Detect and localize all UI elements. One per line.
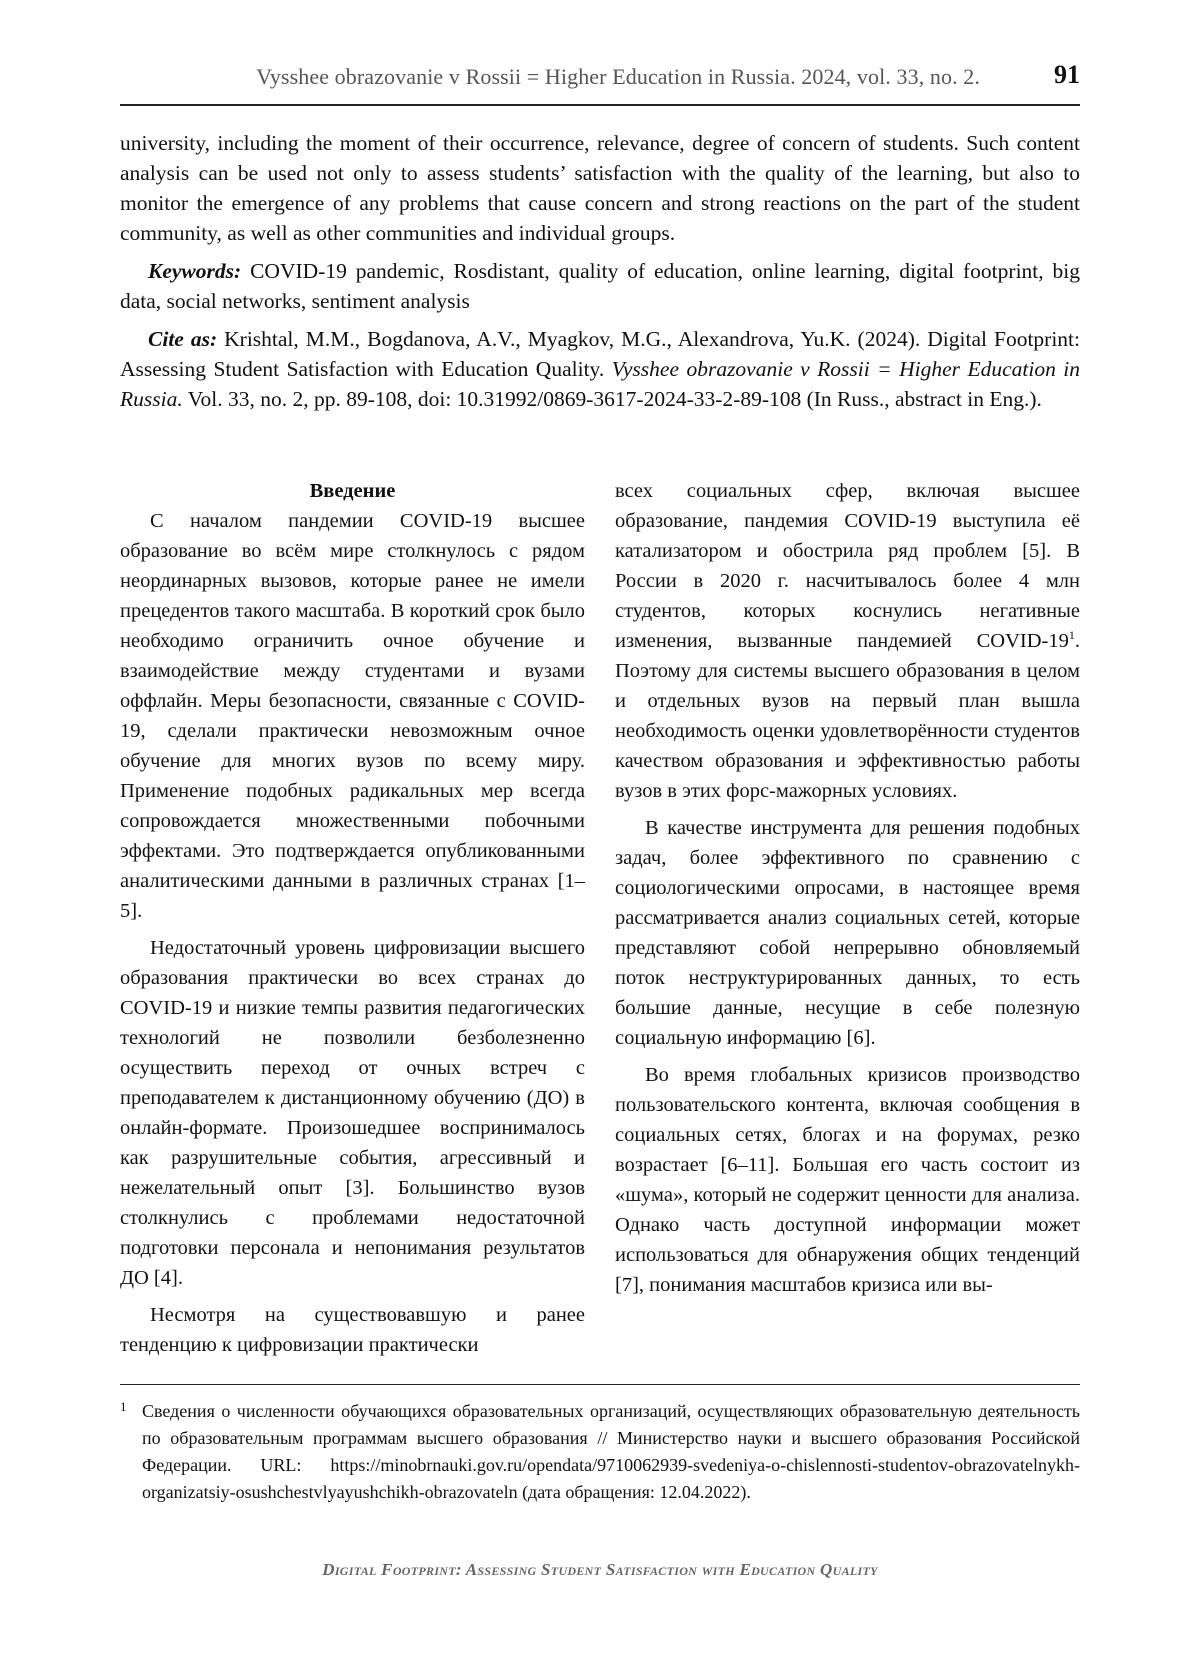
paragraph: Несмотря на существовавшую и ранее тенденцию к цифровизации практически	[120, 1304, 585, 1356]
footnote-mark: 1	[120, 1399, 127, 1414]
citation	[120, 324, 1080, 414]
paragraph-text: . Поэтому для системы высшего образования в целом и отдельных вузов на первый план вышла необходимость оценки удовлетворённости студентов качеством образования и эффективностью работы вузов в этих форс-мажорных условиях.	[615, 630, 1080, 802]
running-footer: Digital Footprint: Assessing Student Satisfaction with Education Quality	[322, 1560, 878, 1579]
abstract-tail: university, including the moment of their occurrence, relevance, degree of concern of students. Such content analysis can be used not only to assess students’ satisfaction with the quality of the learning, but also to monitor the emergence of any problems that cause concern and strong reactions on the part of the student community, as well as other communities and individual groups.	[120, 131, 1080, 245]
right-column	[615, 476, 1080, 1367]
paragraph: С началом пандемии COVID-19 высшее образование во всём мире столкнулось с рядом неординарных вызовов, которые ранее не имели прецедентов такого масштаба. В короткий срок было необходимо ограничить очное обучение и взаимодействие между студентами и вузами оффлайн. Меры безопасности, связанные с COVID-19, сделали практически невозможным очное обучение для многих вузов по всему миру. Применение подобных радикальных мер всегда сопровождается множественными побочными эффектами. Это подтверждается опубликованными аналитическими данными в различных странах [1–5].	[120, 510, 585, 922]
cite-journal: Vysshee obrazovanie v Rossii = Higher Education in Russia.	[120, 357, 1081, 411]
cite-authors: Krishtal, M.M., Bogdanova, A.V., Myagkov, M.G., Alexandrova, Yu.K. (2024). Digital Footprint: Assessing Student Satisfaction with Education Quality.	[120, 327, 1080, 381]
paragraph: Во время глобальных кризисов производство пользовательского контента, включая сообщения в социальных сетях, блогах и на форумах, резко возрастает [6–11]. Большая его часть состоит из «шума», который не содержит ценности для анализа. Однако часть доступной информации может использоваться для обнаружения общих тенденций [7], понимания масштабов кризиса или вы-	[615, 1064, 1080, 1296]
footnote-divider	[120, 1384, 1080, 1385]
abstract-section	[120, 128, 1080, 422]
paragraph: В качестве инструмента для решения подобных задач, более эффективного по сравнению с социологическими опросами, в настоящее время рассматривается анализ социальных сетей, которые представляют собой непрерывно обновляемый поток неструктурированных данных, то есть большие данные, несущие в себе полезную социальную информацию [6].	[615, 817, 1080, 1049]
paragraph: Недостаточный уровень цифровизации высшего образования практически во всех странах до COVID-19 и низкие темпы развития педагогических технологий не позволили безболезненно осуществить переход от очных встреч с преподавателем к дистанционному обучению (ДО) в онлайн-формате. Произошедшее воспринималось как разрушительные события, агрессивный и нежелательный опыт [3]. Большинство вузов столкнулись с проблемами недостаточной подготовки персонала и непонимания результатов ДО [4].	[120, 937, 585, 1289]
paragraph	[615, 476, 1080, 806]
footnote-ref[interactable]: 1	[1068, 628, 1075, 643]
left-column	[120, 476, 585, 1367]
journal-title: Vysshee obrazovanie v Rossii = Higher Education in Russia. 2024, vol. 33, no. 2.	[256, 64, 980, 89]
paragraph-text: всех социальных сфер, включая высшее образование, пандемия COVID-19 выступила её катализатором и обострила ряд проблем [5]. В России в 2020 г. насчитывалось более 4 млн студентов, которых коснулись негативные изменения, вызванные пандемией COVID-19	[615, 480, 1080, 652]
running-header	[120, 60, 1080, 106]
section-title: Введение	[309, 480, 396, 502]
keywords-text: COVID-19 pandemic, Rosdistant, quality of education, online learning, digital footprint, big data, social networks, sentiment analysis	[120, 259, 1081, 313]
keywords	[120, 256, 1080, 316]
page-number: 91	[1054, 60, 1080, 89]
cite-details: Vol. 33, no. 2, pp. 89-108, doi: 10.31992/0869-3617-2024-33-2-89-108 (In Russ., abstract in Eng.).	[187, 387, 1042, 411]
cite-label: Cite as:	[148, 327, 218, 351]
keywords-label: Keywords:	[148, 259, 242, 283]
footnote	[120, 1398, 1080, 1506]
footnote-text: Сведения о численности обучающихся образовательных организаций, осуществляющих образовательную деятельность по образовательным программам высшего образования // Министерство науки и высшего образования Российской Федерации. URL: https://minobrnauki.gov.ru/opendata/9710062939-svedeniya-o-chislennosti-studentov-obrazovatelnykh-organizatsiy-osushchestvlyayushchikh-obrazovateln (дата обращения: 12.04.2022).	[142, 1401, 1080, 1502]
body-columns	[120, 476, 1080, 1367]
